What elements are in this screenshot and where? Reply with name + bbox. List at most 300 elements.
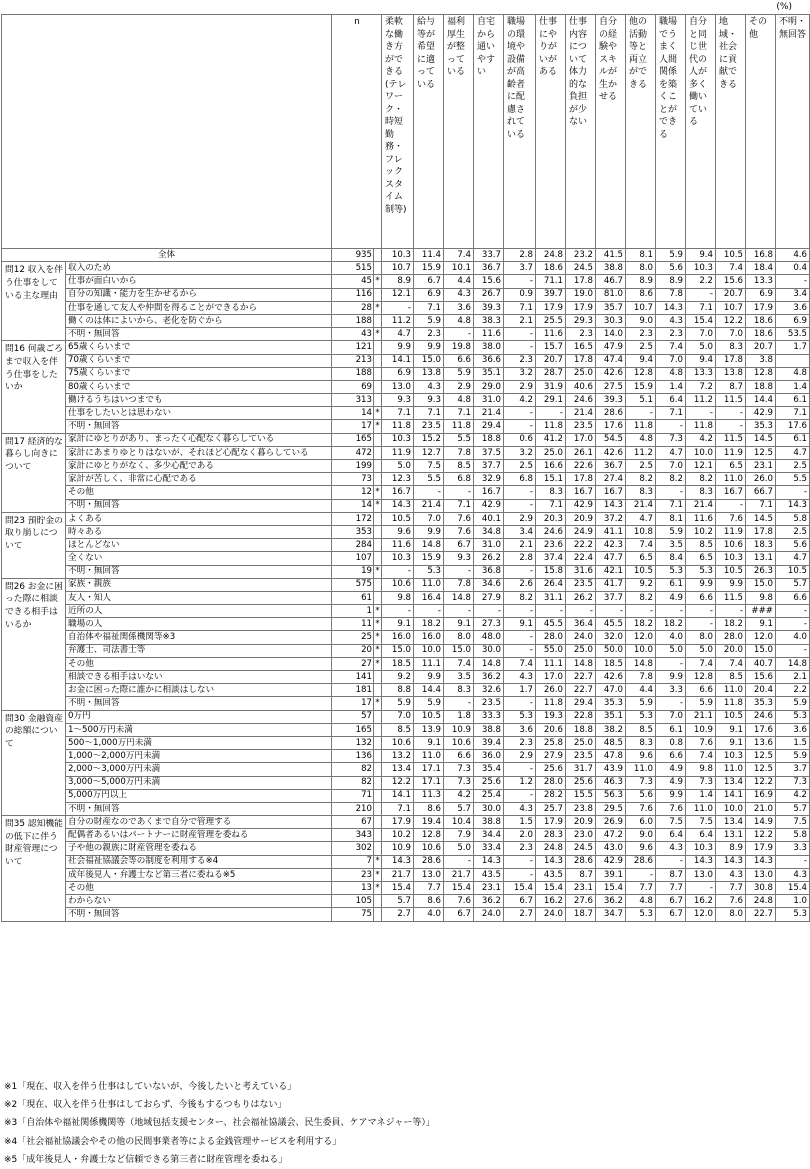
cell-value: 9.9 xyxy=(656,789,686,802)
cell-value: 11.5 xyxy=(716,433,746,446)
cell-value: 3.5 xyxy=(656,539,686,552)
cell-value: - xyxy=(776,605,810,618)
cell-value: 15.0 xyxy=(444,644,474,657)
cell-value: 7.3 xyxy=(686,776,716,789)
cell-value: - xyxy=(444,697,474,710)
cell-value: 9.1 xyxy=(746,618,776,631)
cell-value: 9.9 xyxy=(686,578,716,591)
cell-value: 5.9 xyxy=(686,697,716,710)
cell-value: 4.2 xyxy=(686,433,716,446)
cell-value: 16.7 xyxy=(596,486,626,499)
cell-value: 4.4 xyxy=(444,275,474,288)
total-value: 5.9 xyxy=(656,249,686,262)
cell-value: 16.5 xyxy=(566,341,596,354)
cell-value: 23.0 xyxy=(566,829,596,842)
cell-value: 7.4 xyxy=(716,657,746,670)
cell-value: 11.1 xyxy=(414,657,444,670)
cell-value: 29.0 xyxy=(474,380,504,393)
table-row xyxy=(2,829,810,842)
cell-value: 30.0 xyxy=(474,802,504,815)
cell-value: 12.8 xyxy=(626,367,656,380)
cell-value: 11.6 xyxy=(686,512,716,525)
cell-value: 8.3 xyxy=(716,341,746,354)
cell-value: 5.5 xyxy=(414,473,444,486)
cell-value: 43.5 xyxy=(474,868,504,881)
cell-value: 40.6 xyxy=(566,380,596,393)
cell-value: 81.0 xyxy=(596,288,626,301)
table-row xyxy=(2,631,810,644)
row-mark: * xyxy=(375,698,380,709)
cell-value: 17.8 xyxy=(566,473,596,486)
table-row xyxy=(2,908,810,921)
total-value: 4.6 xyxy=(776,249,810,262)
row-mark: * xyxy=(375,408,380,419)
cell-value: 6.4 xyxy=(656,829,686,842)
cell-value: 6.7 xyxy=(656,895,686,908)
cell-value: 30.3 xyxy=(596,314,626,327)
cell-value: 11.2 xyxy=(686,394,716,407)
table-row xyxy=(2,341,810,354)
cell-value: 22.7 xyxy=(566,671,596,684)
cell-value: - xyxy=(444,605,474,618)
cell-value: 38.3 xyxy=(474,314,504,327)
cell-value: 13.1 xyxy=(716,829,746,842)
row-mark xyxy=(374,367,382,380)
cell-value: 28.2 xyxy=(536,789,566,802)
cell-value: 13.0 xyxy=(746,868,776,881)
row-label: 不明・無回答 xyxy=(66,420,332,433)
cell-value: 8.9 xyxy=(382,275,414,288)
cell-value: 12.0 xyxy=(686,908,716,921)
cell-value: 20.0 xyxy=(716,644,746,657)
row-label: 収入のため xyxy=(66,262,332,275)
cell-value: 5.3 xyxy=(686,565,716,578)
cell-value: 10.7 xyxy=(382,262,414,275)
cell-value: 13.4 xyxy=(716,776,746,789)
cell-value: 18.6 xyxy=(746,314,776,327)
cell-value: 10.4 xyxy=(444,816,474,829)
row-n: 20 xyxy=(332,644,374,657)
cell-value: 7.0 xyxy=(716,328,746,341)
row-mark xyxy=(374,525,382,538)
row-mark: * xyxy=(375,619,380,630)
column-header xyxy=(656,15,686,249)
cell-value: 18.6 xyxy=(536,262,566,275)
cell-value: 4.8 xyxy=(656,367,686,380)
cell-value: 1.4 xyxy=(776,380,810,393)
table-row xyxy=(2,367,810,380)
cell-value: 2.3 xyxy=(504,736,536,749)
cell-value: 36.7 xyxy=(596,460,626,473)
cell-value: 21.1 xyxy=(686,710,716,723)
cell-value: 31.0 xyxy=(474,394,504,407)
cell-value: 15.6 xyxy=(474,275,504,288)
cell-value: 7.0 xyxy=(656,710,686,723)
table-row xyxy=(2,895,810,908)
row-mark: * xyxy=(375,487,380,498)
cell-value: 9.0 xyxy=(626,314,656,327)
cell-value: 7.7 xyxy=(656,882,686,895)
cell-value: 15.6 xyxy=(746,671,776,684)
row-label: 不明・無回答 xyxy=(66,565,332,578)
group-title: 問26 お金に困った際に相談できる相手はいるか xyxy=(2,578,66,710)
cell-value: 5.0 xyxy=(382,460,414,473)
cell-value: 43.0 xyxy=(596,842,626,855)
cell-value: 7.7 xyxy=(414,882,444,895)
cell-value: 7.4 xyxy=(656,341,686,354)
row-mark xyxy=(374,552,382,565)
cell-value: 10.8 xyxy=(626,525,656,538)
cell-value: 7.8 xyxy=(626,671,656,684)
cell-value: 34.4 xyxy=(474,829,504,842)
row-label: 3,000～5,000万円未満 xyxy=(66,776,332,789)
cell-value: 22.8 xyxy=(566,710,596,723)
cell-value: - xyxy=(776,644,810,657)
cell-value: 24.5 xyxy=(566,262,596,275)
cell-value: 22.4 xyxy=(566,552,596,565)
cell-value: 42.6 xyxy=(596,671,626,684)
cell-value: 10.3 xyxy=(686,842,716,855)
cell-value: 18.2 xyxy=(716,618,746,631)
cell-value: 17.8 xyxy=(716,354,746,367)
row-label: 不明・無回答 xyxy=(66,802,332,815)
cell-value: 2.2 xyxy=(686,275,716,288)
cell-value: 21.7 xyxy=(444,868,474,881)
cell-value: 50.0 xyxy=(596,644,626,657)
cell-value: 2.5 xyxy=(504,460,536,473)
cell-value: 2.7 xyxy=(382,908,414,921)
table-row xyxy=(2,420,810,433)
row-label: 70歳くらいまで xyxy=(66,354,332,367)
cell-value: 3.8 xyxy=(746,354,776,367)
table-row xyxy=(2,736,810,749)
row-n: 515 xyxy=(332,262,374,275)
cell-value: 15.0 xyxy=(746,578,776,591)
cell-value: 47.2 xyxy=(596,829,626,842)
table-row xyxy=(2,802,810,815)
cell-value: 25.4 xyxy=(474,789,504,802)
table-row xyxy=(2,407,810,420)
table-row xyxy=(2,433,810,446)
cell-value: 11.3 xyxy=(414,789,444,802)
cell-value: 10.5 xyxy=(626,565,656,578)
column-header xyxy=(382,15,414,249)
table-row xyxy=(2,380,810,393)
cell-value: 29.4 xyxy=(474,420,504,433)
cell-value: 6.7 xyxy=(414,275,444,288)
header-n: n xyxy=(332,15,382,249)
total-value: 8.1 xyxy=(626,249,656,262)
cell-value: 13.4 xyxy=(716,816,746,829)
cell-value: 23.1 xyxy=(746,460,776,473)
cell-value: 39.3 xyxy=(596,394,626,407)
cell-value: 37.7 xyxy=(596,591,626,604)
cell-value: - xyxy=(656,605,686,618)
cell-value: 8.6 xyxy=(414,802,444,815)
column-header xyxy=(414,15,444,249)
row-mark: * xyxy=(375,421,380,432)
cell-value: 6.6 xyxy=(776,591,810,604)
row-label: 自分の財産なのであくまで自分で管理する xyxy=(66,816,332,829)
cell-value: 25.6 xyxy=(566,776,596,789)
cell-value: 13.1 xyxy=(746,552,776,565)
cell-value: 54.5 xyxy=(596,433,626,446)
cell-value: 9.3 xyxy=(382,394,414,407)
cell-value: - xyxy=(504,420,536,433)
cell-value: 7.4 xyxy=(716,262,746,275)
cell-value: 3.6 xyxy=(504,723,536,736)
cell-value: 15.4 xyxy=(444,882,474,895)
row-label: ほとんどない xyxy=(66,539,332,552)
row-label: 弁護士、司法書士等 xyxy=(66,644,332,657)
cell-value: 21.4 xyxy=(414,499,444,512)
cell-value: 42.3 xyxy=(596,539,626,552)
cell-value: 7.5 xyxy=(414,460,444,473)
cell-value: 5.6 xyxy=(626,789,656,802)
cell-value: 13.0 xyxy=(382,380,414,393)
cell-value: - xyxy=(444,565,474,578)
column-header xyxy=(776,15,810,249)
row-n: 57 xyxy=(332,710,374,723)
cell-value: 25.0 xyxy=(536,446,566,459)
row-label: 不明・無回答 xyxy=(66,908,332,921)
cell-value: 42.9 xyxy=(566,499,596,512)
cell-value: - xyxy=(626,407,656,420)
cell-value: 4.7 xyxy=(656,446,686,459)
row-n: 25 xyxy=(332,631,374,644)
cell-value: 8.2 xyxy=(686,473,716,486)
cell-value: 5.9 xyxy=(776,750,810,763)
cell-value: 13.9 xyxy=(414,723,444,736)
cell-value: 6.6 xyxy=(686,591,716,604)
cell-value: 6.6 xyxy=(444,354,474,367)
cell-value: 42.9 xyxy=(596,855,626,868)
cell-value: 8.4 xyxy=(656,552,686,565)
cell-value: 4.7 xyxy=(776,552,810,565)
cell-value: 7.4 xyxy=(504,657,536,670)
cell-value: 9.1 xyxy=(716,723,746,736)
row-mark: * xyxy=(375,645,380,656)
cell-value: 4.3 xyxy=(414,380,444,393)
cell-value: 17.9 xyxy=(536,816,566,829)
cell-value: 9.6 xyxy=(626,842,656,855)
column-header-text: 地域・社会に貢献できる xyxy=(719,17,738,90)
cell-value: 12.3 xyxy=(382,473,414,486)
row-mark xyxy=(374,789,382,802)
total-mark xyxy=(374,249,382,262)
column-header xyxy=(686,15,716,249)
row-n: 116 xyxy=(332,288,374,301)
table-row xyxy=(2,763,810,776)
row-n: 17 xyxy=(332,420,374,433)
row-n: 213 xyxy=(332,354,374,367)
row-label: 2,000～3,000万円未満 xyxy=(66,763,332,776)
cell-value: 11.8 xyxy=(382,420,414,433)
cell-value: 23.1 xyxy=(566,882,596,895)
column-header-text: 仕事にやりがいがある xyxy=(539,17,558,77)
cell-value: 5.7 xyxy=(382,895,414,908)
row-label: 時々ある xyxy=(66,525,332,538)
cell-value: - xyxy=(444,855,474,868)
cell-value: 17.8 xyxy=(566,275,596,288)
cell-value: 9.6 xyxy=(382,525,414,538)
cell-value: 11.0 xyxy=(716,473,746,486)
row-mark xyxy=(374,802,382,815)
table-row xyxy=(2,565,810,578)
row-mark: * xyxy=(375,302,380,313)
cell-value: 28.3 xyxy=(536,829,566,842)
cell-value: 7.0 xyxy=(686,328,716,341)
total-value: 7.4 xyxy=(444,249,474,262)
cell-value: 42.9 xyxy=(746,407,776,420)
footnotes xyxy=(4,1078,435,1169)
cell-value: 5.9 xyxy=(776,697,810,710)
cell-value: 26.2 xyxy=(566,591,596,604)
total-value: 10.5 xyxy=(716,249,746,262)
cell-value: 11.0 xyxy=(414,578,444,591)
cell-value: 13.8 xyxy=(716,367,746,380)
cell-value: 10.5 xyxy=(414,710,444,723)
row-n: 181 xyxy=(332,684,374,697)
cell-value: - xyxy=(504,565,536,578)
table-row xyxy=(2,512,810,525)
row-n: 43 xyxy=(332,328,374,341)
cell-value: 6.7 xyxy=(504,895,536,908)
cell-value: 12.0 xyxy=(626,631,656,644)
row-mark xyxy=(374,473,382,486)
cell-value: 18.6 xyxy=(746,328,776,341)
table-row xyxy=(2,354,810,367)
cell-value: 7.1 xyxy=(656,499,686,512)
cell-value: 2.1 xyxy=(504,539,536,552)
row-label: 80歳くらいまで xyxy=(66,380,332,393)
table-row xyxy=(2,314,810,327)
cell-value: 8.2 xyxy=(656,473,686,486)
cell-value: 7.3 xyxy=(776,776,810,789)
cell-value: 7.5 xyxy=(656,816,686,829)
cell-value: 10.0 xyxy=(414,644,444,657)
cell-value: 7.0 xyxy=(656,460,686,473)
cell-value: 20.4 xyxy=(746,684,776,697)
cell-value: 9.4 xyxy=(686,354,716,367)
row-n: 12 xyxy=(332,486,374,499)
cell-value: 42.9 xyxy=(474,499,504,512)
cell-value: 16.0 xyxy=(414,631,444,644)
cell-value: 27.5 xyxy=(596,380,626,393)
cell-value: 9.9 xyxy=(414,671,444,684)
cell-value: 6.7 xyxy=(656,908,686,921)
cell-value: 4.3 xyxy=(504,802,536,815)
cell-value: 10.6 xyxy=(414,842,444,855)
cell-value: 14.1 xyxy=(382,789,414,802)
row-n: 575 xyxy=(332,578,374,591)
cell-value: - xyxy=(596,605,626,618)
cell-value: 9.1 xyxy=(414,736,444,749)
cell-value: 2.6 xyxy=(504,578,536,591)
cell-value: 2.3 xyxy=(626,328,656,341)
cell-value: 9.0 xyxy=(626,829,656,842)
cell-value: 7.6 xyxy=(686,736,716,749)
cell-value: 9.9 xyxy=(656,671,686,684)
cell-value: 1.0 xyxy=(776,895,810,908)
cell-value: 20.7 xyxy=(746,341,776,354)
footnote: ※3「自治体や福祉関係機関等（地域包括支援センター、社会福祉協議会、民生委員、ケアマネジャー等）」 xyxy=(4,1118,435,1129)
cell-value: 5.8 xyxy=(776,829,810,842)
cell-value: 7.5 xyxy=(686,816,716,829)
cell-value: 7.6 xyxy=(626,802,656,815)
cell-value: 14.3 xyxy=(382,499,414,512)
cell-value: 42.6 xyxy=(596,446,626,459)
cell-value: 32.0 xyxy=(596,631,626,644)
row-label: その他 xyxy=(66,657,332,670)
cell-value: 8.0 xyxy=(444,631,474,644)
cell-value: 9.9 xyxy=(414,341,444,354)
cell-value: 19.4 xyxy=(414,816,444,829)
cell-value: 26.0 xyxy=(536,684,566,697)
cell-value: 7.7 xyxy=(716,882,746,895)
cell-value: 15.4 xyxy=(686,314,716,327)
row-n: 14 xyxy=(332,407,374,420)
cell-value: 7.1 xyxy=(414,407,444,420)
cell-value: 10.6 xyxy=(382,736,414,749)
cell-value: 35.4 xyxy=(474,763,504,776)
cell-value: 8.9 xyxy=(716,842,746,855)
cell-value: 23.5 xyxy=(414,420,444,433)
row-label: 自分の知識・能力を生かせるから xyxy=(66,288,332,301)
cell-value: 9.2 xyxy=(626,578,656,591)
cell-value: 24.5 xyxy=(566,842,596,855)
cell-value: 41.7 xyxy=(596,578,626,591)
row-n: 136 xyxy=(332,750,374,763)
cell-value: 10.2 xyxy=(382,829,414,842)
row-mark xyxy=(374,763,382,776)
cell-value: 5.7 xyxy=(444,802,474,815)
cell-value: 15.0 xyxy=(382,644,414,657)
cell-value: 5.5 xyxy=(776,473,810,486)
cell-value: 12.2 xyxy=(382,776,414,789)
table-row xyxy=(2,301,810,314)
row-label: 0万円 xyxy=(66,710,332,723)
row-n: 71 xyxy=(332,789,374,802)
column-header-text: 自宅から通いやすい xyxy=(477,17,496,77)
cell-value: 43.5 xyxy=(536,868,566,881)
cell-value: 9.1 xyxy=(444,618,474,631)
cell-value: 5.3 xyxy=(626,908,656,921)
cell-value: 17.8 xyxy=(746,525,776,538)
row-label: 不明・無回答 xyxy=(66,697,332,710)
cell-value: 26.9 xyxy=(596,816,626,829)
cell-value: ### xyxy=(746,605,776,618)
cell-value: 11.2 xyxy=(626,446,656,459)
row-mark xyxy=(374,460,382,473)
cell-value: 14.4 xyxy=(414,684,444,697)
column-header-text: 自分の経験やスキルが生かせる xyxy=(599,17,618,102)
cell-value: 18.5 xyxy=(382,657,414,670)
cell-value: 24.0 xyxy=(566,631,596,644)
cell-value: 4.8 xyxy=(776,367,810,380)
cell-value: - xyxy=(504,789,536,802)
row-n: 61 xyxy=(332,591,374,604)
cell-value: 8.1 xyxy=(656,512,686,525)
table-row xyxy=(2,842,810,855)
row-mark xyxy=(374,262,382,275)
cell-value: 28.6 xyxy=(414,855,444,868)
cell-value: 24.8 xyxy=(746,895,776,908)
cell-value: 33.3 xyxy=(474,710,504,723)
cell-value: 18.2 xyxy=(626,618,656,631)
cell-value: 4.2 xyxy=(776,789,810,802)
cell-value: 36.2 xyxy=(596,895,626,908)
